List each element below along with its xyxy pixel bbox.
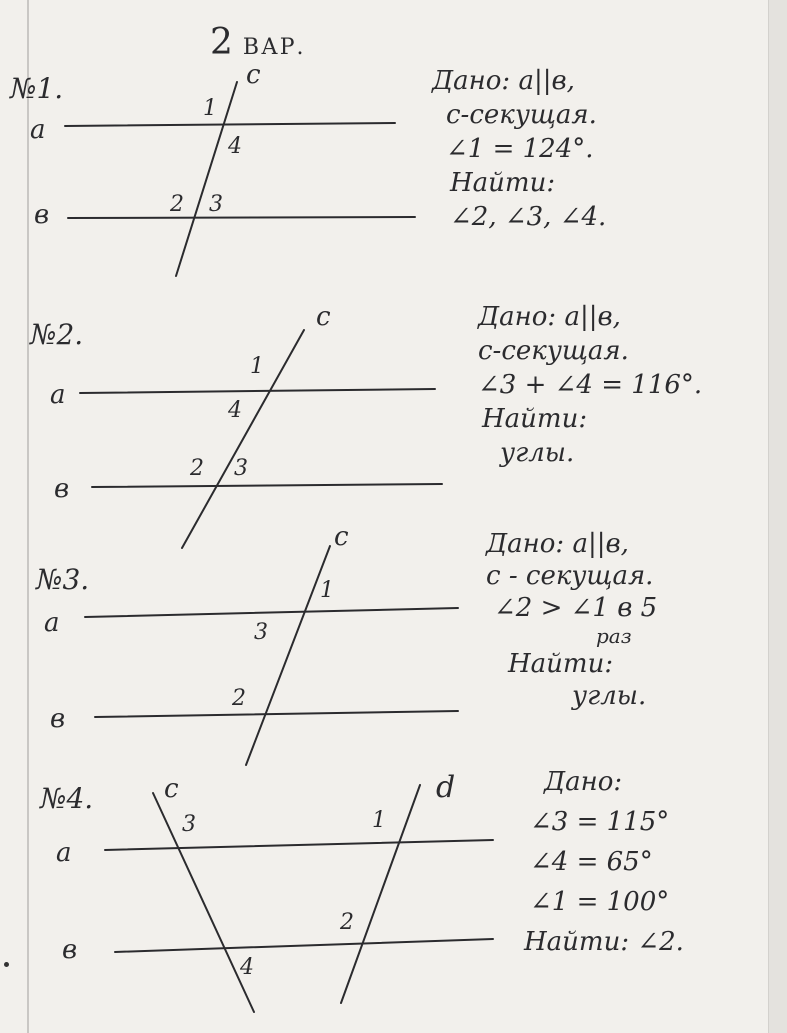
task-2-angle-1: 1 xyxy=(250,354,264,379)
task-3-label-a: а xyxy=(44,608,60,638)
task-3-angle-1: 1 xyxy=(320,578,334,603)
task-4-given-line: ∠1 = 100° xyxy=(530,887,670,917)
task-1-label-b: в xyxy=(34,200,50,230)
task-2-label-c: с xyxy=(316,302,331,332)
task-2-angle-4: 4 xyxy=(228,398,242,423)
task-2-label-b: в xyxy=(54,474,70,504)
task-3-angle-2: 2 xyxy=(232,686,246,711)
task-2-given-line: углы. xyxy=(500,438,575,468)
task-3-label-b: в xyxy=(50,704,66,734)
task4-line-c xyxy=(153,793,254,1012)
task-2-label-a: а xyxy=(50,380,66,410)
task-1-given xyxy=(432,64,606,234)
task-1-label-c: с xyxy=(246,60,261,90)
task2-line-b xyxy=(92,484,442,487)
task-4-given-line: ∠4 = 65° xyxy=(530,847,653,877)
task-1-angle-4: 4 xyxy=(228,134,242,159)
task-4-angle-1: 1 xyxy=(372,808,386,833)
task-4-label-d: d xyxy=(436,770,456,805)
task-4-given-line: ∠3 = 115° xyxy=(530,807,670,837)
task-2-given-line: с-секущая. xyxy=(478,336,629,366)
task-4-given xyxy=(524,762,684,962)
task3-line-a xyxy=(85,608,458,617)
task-3-given-line: ∠2 > ∠1 в 5 xyxy=(494,593,658,623)
task-3-number: №3. xyxy=(36,563,90,596)
task3-line-b xyxy=(95,711,458,717)
task3-line-c xyxy=(246,546,330,765)
task1-line-b xyxy=(68,217,415,218)
task2-line-a xyxy=(80,389,435,393)
task-4-angle-2: 2 xyxy=(340,910,354,935)
task2-line-c xyxy=(182,330,304,548)
task1-line-a xyxy=(65,123,395,126)
task-3-given-line: с - секущая. xyxy=(486,561,654,591)
task-2-angle-3: 3 xyxy=(234,456,248,481)
task-1-number: №1. xyxy=(10,72,64,105)
task-1-given-line: с-секущая. xyxy=(446,100,597,130)
task-2-given-line: ∠3 + ∠4 = 116°. xyxy=(478,370,703,400)
task-4-label-c: с xyxy=(164,774,179,804)
task-3-given xyxy=(486,528,657,712)
task-4-given-line: Найти: ∠2. xyxy=(524,927,684,957)
title-text: ВАР. xyxy=(242,35,306,60)
task4-line-b xyxy=(115,939,493,952)
task-3-given-line: углы. xyxy=(572,681,647,711)
task-3-label-c: с xyxy=(334,522,349,552)
task-3-given-line: Дано: а||в, xyxy=(486,529,629,559)
task4-line-a xyxy=(105,840,493,850)
task-4-given-line: Дано: xyxy=(544,767,623,797)
task-1-angle-3: 3 xyxy=(209,192,223,217)
task-4-angle-4: 4 xyxy=(240,955,254,980)
task-1-angle-1: 1 xyxy=(203,96,217,121)
task-1-label-a: а xyxy=(30,115,46,145)
task-4-angle-3: 3 xyxy=(182,812,196,837)
task-1-given-line: ∠1 = 124°. xyxy=(446,134,594,164)
task-4-label-a: а xyxy=(56,838,72,868)
task-2-given-line: Дано: а||в, xyxy=(478,302,621,332)
task-4-number: №4. xyxy=(40,782,94,815)
title-number: 2 xyxy=(210,22,237,63)
task-3-given-line: раз xyxy=(596,624,632,648)
task-1-given-line: Найти: xyxy=(450,168,556,198)
task-2-given xyxy=(478,300,702,470)
task-3-angle-3: 3 xyxy=(254,620,268,645)
task-1-angle-2: 2 xyxy=(170,192,184,217)
task-2-given-line: Найти: xyxy=(482,404,588,434)
task-3-given-line: Найти: xyxy=(508,649,614,679)
task-4-label-b: в xyxy=(62,935,78,965)
task-1-given-line: Дано: а||в, xyxy=(432,66,575,96)
task-2-angle-2: 2 xyxy=(190,456,204,481)
task-1-given-line: ∠2, ∠3, ∠4. xyxy=(450,202,607,232)
task-2-number: №2. xyxy=(30,318,84,351)
